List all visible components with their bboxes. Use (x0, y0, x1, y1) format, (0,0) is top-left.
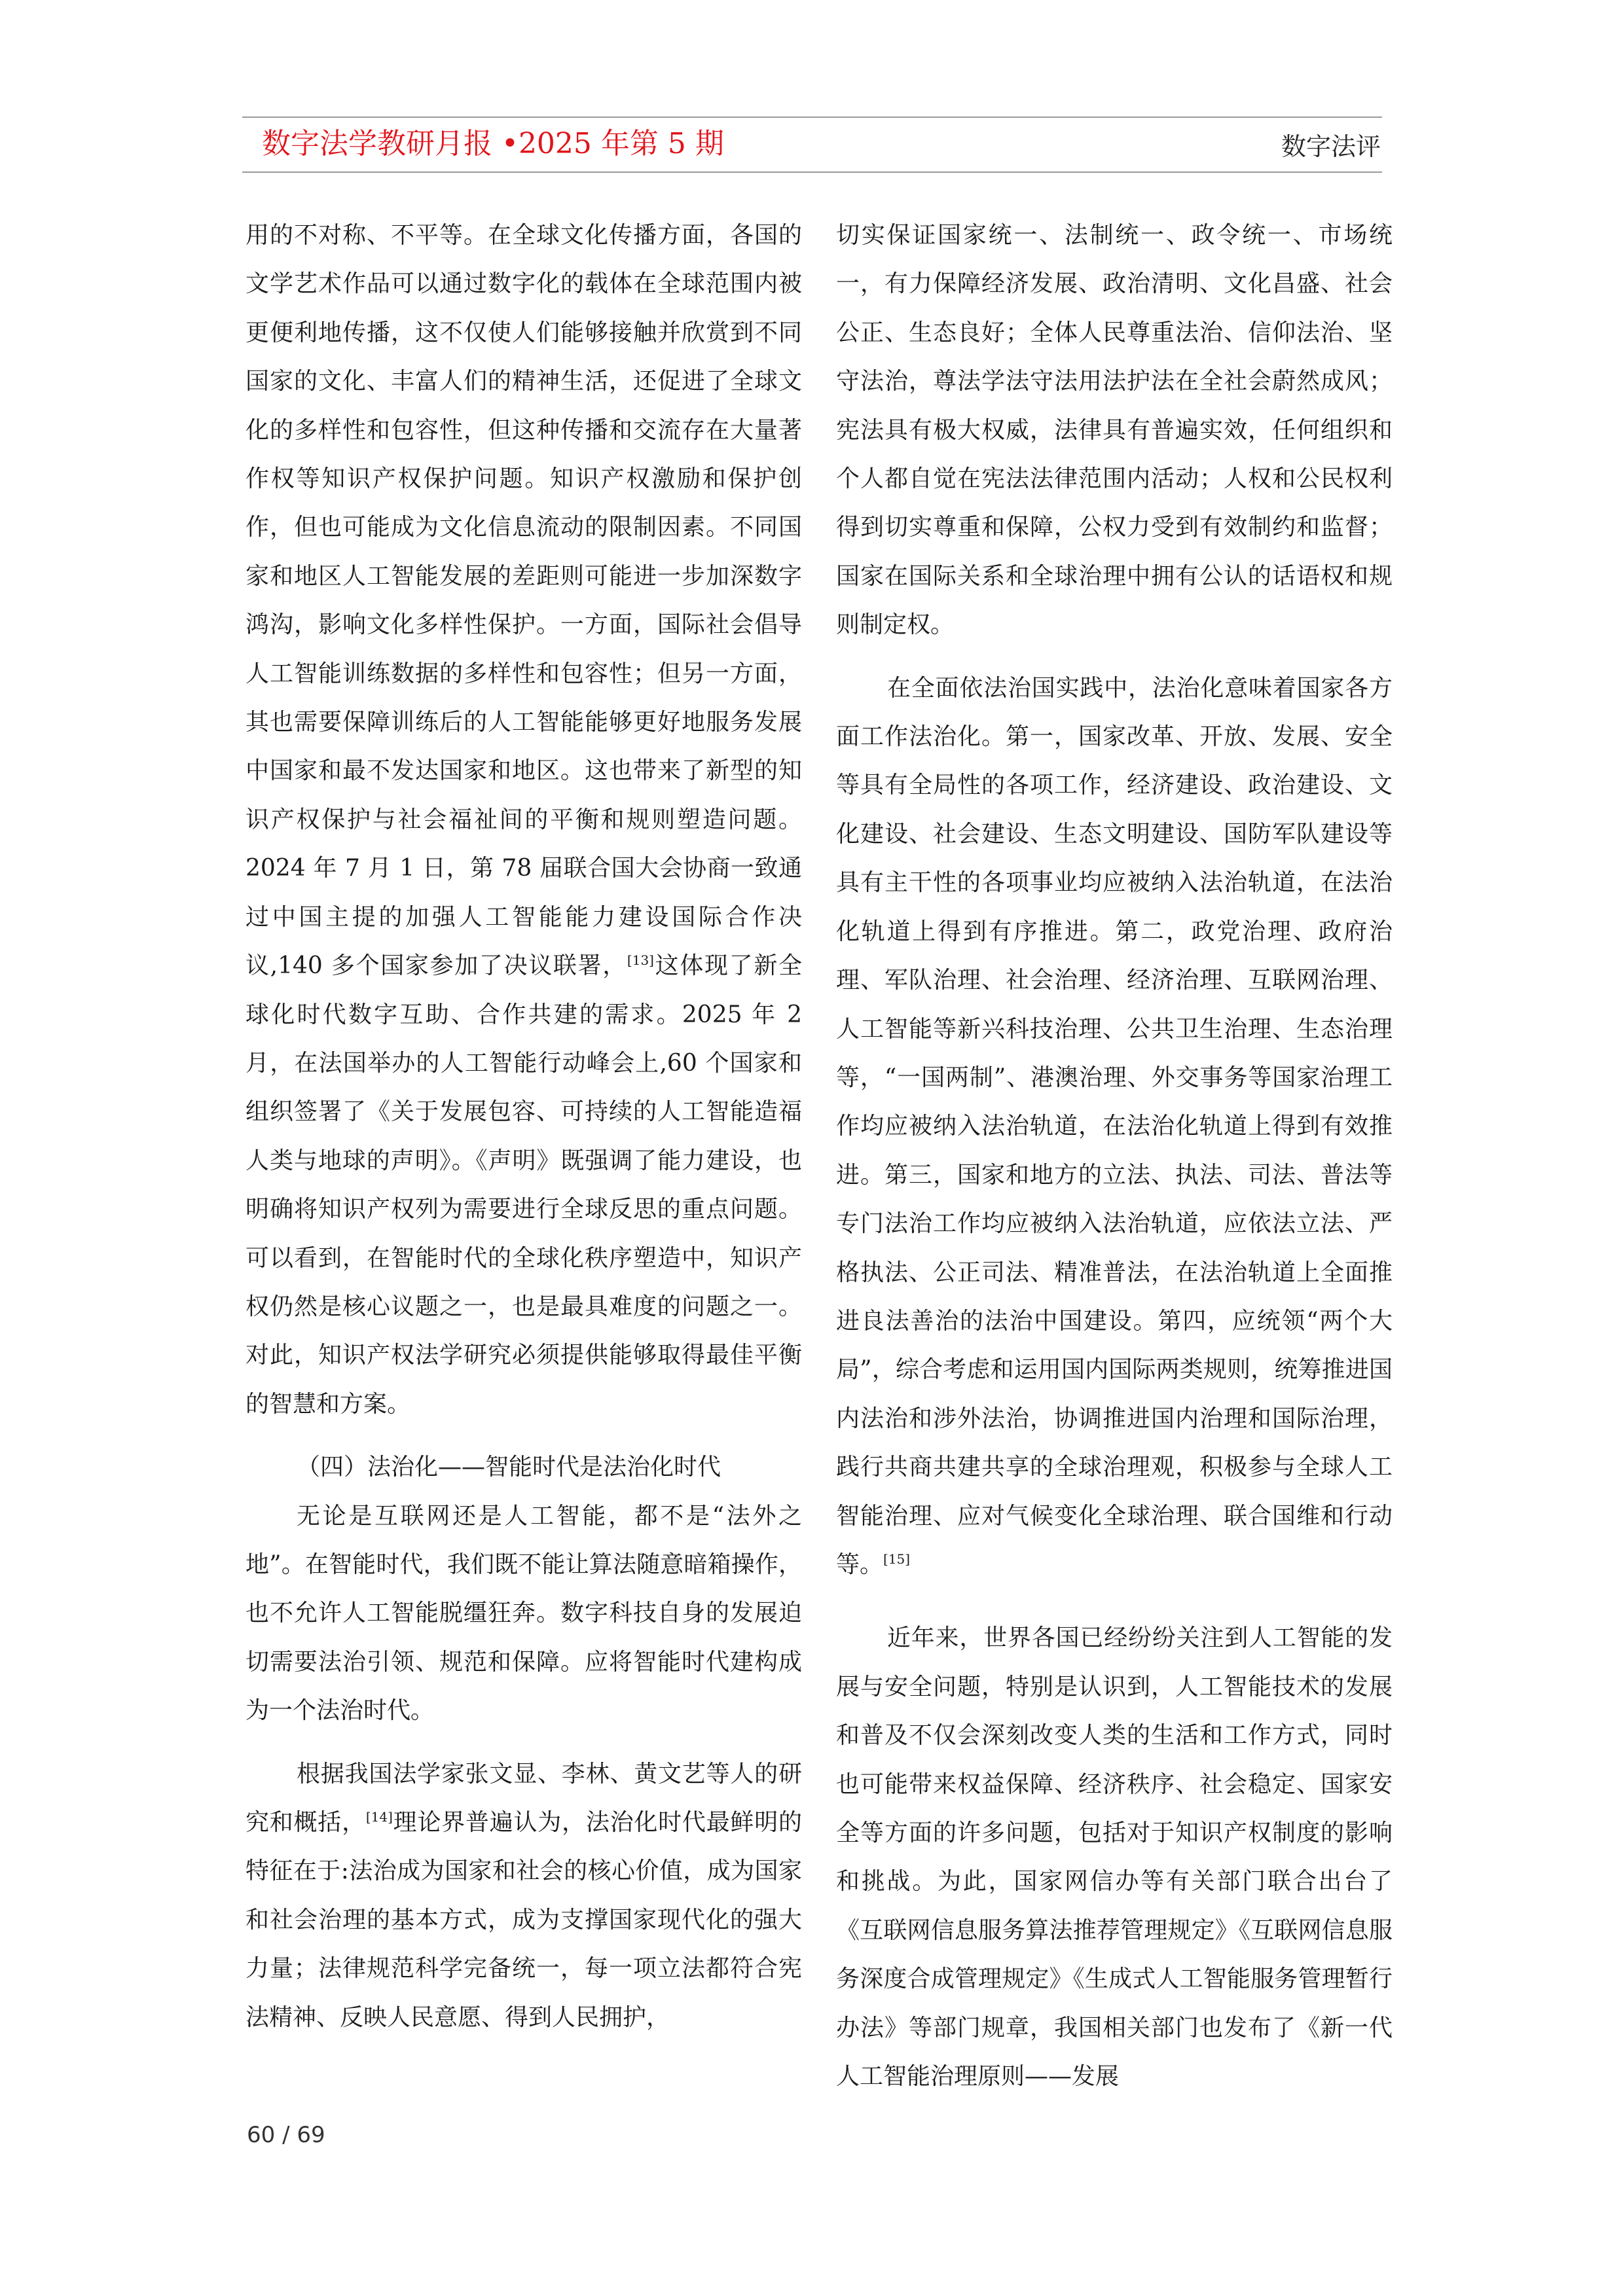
paragraph-3-text-cont: 理论界普遍认为，法治化时代最鲜明的特征在于:法治成为国家和社会的核心价值，成为国家和社会治理的基本方式，成为支撑国家现代化的强大力量；法律规范科学完备统一，每一项立法都符合宪法精神、反映人民意愿、得到人民拥护， (246, 1809, 802, 2031)
journal-title: 数字法学教研月报 •2025 年第 5 期 (262, 127, 724, 160)
paragraph-5-text: 在全面依法治国实践中，法治化意味着国家各方面工作法治化。第一，国家改革、开放、发展、安全等具有全局性的各项工作，经济建设、政治建设、文化建设、社会建设、生态文明建设、国防军队建设等具有主干性的各项事业均应被纳入法治轨道，在法治化轨道上得到有序推进。第二，政党治理、政府治理、军队治理、社会治理、经济治理、互联网治理、人工智能等新兴科技治理、公共卫生治理、生态治理等，“一国两制”、港澳治理、外交事务等国家治理工作均应被纳入法治轨道，在法治化轨道上得到有效推进。第三，国家和地方的立法、执法、司法、普法等专门法治工作均应被纳入法治轨道，应依法立法、严格执法、公正司法、精准普法，在法治轨道上全面推进良法善治的法治中国建设。第四，应统领“两个大局”，综合考虑和运用国内国际两类规则，统筹推进国内法治和涉外法治，协调推进国内治理和国际治理，践行共商共建共享的全球治理观，积极参与全球人工智能治理、应对气候变化全球治理、联合国维和行动等。 (836, 674, 1393, 1578)
paragraph-3 (246, 1750, 802, 2042)
paragraph-1 (246, 211, 802, 1429)
paragraph-6: 近年来，世界各国已经纷纷关注到人工智能的发展与安全问题，特别是认识到，人工智能技术的发展和普及不仅会深刻改变人类的生活和工作方式，同时也可能带来权益保障、经济秩序、社会稳定、国家安全等方面的许多问题，包括对于知识产权制度的影响和挑战。为此，国家网信办等有关部门联合出台了《互联网信息服务算法推荐管理规定》《互联网信息服务深度合成管理规定》《生成式人工智能服务管理暂行办法》等部门规章，我国相关部门也发布了《新一代人工智能治理原则——发展 (836, 1624, 1393, 2090)
section-heading: （四）法治化——智能时代是法治化时代 (297, 1454, 721, 1481)
paragraph-4: 切实保证国家统一、法制统一、政令统一、市场统一，有力保障经济发展、政治清明、文化昌盛、社会公正、生态良好；全体人民尊重法治、信仰法治、坚守法治，尊法学法守法用法护法在全社会蔚然成风；宪法具有极大权威，法律具有普遍实效，任何组织和个人都自觉在宪法法律范围内活动；人权和公民权利得到切实尊重和保障，公权力受到有效制约和监督；国家在国际关系和全球治理中拥有公认的话语权和规则制定权。 (836, 222, 1393, 639)
paragraph-2: 无论是互联网还是人工智能，都不是“法外之地”。在智能时代，我们既不能让算法随意暗箱操作，也不允许人工智能脱缰狂奔。数字科技自身的发展迫切需要法治引领、规范和保障。应将智能时代建构成为一个法治时代。 (246, 1502, 802, 1725)
paragraph-1-text: 用的不对称、不平等。在全球文化传播方面，各国的文学艺术作品可以通过数字化的载体在全球范围内被更便利地传播，这不仅使人们能够接触并欣赏到不同国家的文化、丰富人们的精神生活，还促进了全球文化的多样性和包容性，但这种传播和交流存在大量著作权等知识产权保护问题。知识产权激励和保护创作，但也可能成为文化信息流动的限制因素。不同国家和地区人工智能发展的差距则可能进一步加深数字鸿沟，影响文化多样性保护。一方面，国际社会倡导人工智能训练数据的多样性和包容性；但另一方面，其也需要保障训练后的人工智能能够更好地服务发展中国家和最不发达国家和地区。这也带来了新型的知识产权保护与社会福祉间的平衡和规则塑造问题。2024 年 7 月 1 日，第 78 届联合国大会协商一致通过中国主提的加强人工智能能力建设国际合作决议,140 多个国家参加了决议联署， (246, 222, 802, 980)
left-column (246, 211, 802, 2042)
section-title: 数字法评 (1281, 132, 1381, 161)
footnote-ref-15[interactable]: [15] (883, 1551, 911, 1567)
paragraph-1-text-cont: 这体现了新全球化时代数字互助、合作共建的需求。2025 年 2 月，在法国举办的人工智能行动峰会上,60 个国家和组织签署了《关于发展包容、可持续的人工智能造福人类与地球的声明》。《声明》既强调了能力建设，也明确将知识产权列为需要进行全球反思的重点问题。可以看到，在智能时代的全球化秩序塑造中，知识产权仍然是核心议题之一，也是最具难度的问题之一。对此，知识产权法学研究必须提供能够取得最佳平衡的智慧和方案。 (246, 952, 802, 1418)
page-number: 60 / 69 (247, 2122, 325, 2148)
footnote-ref-14[interactable]: [14] (365, 1809, 393, 1825)
paragraph-5 (836, 664, 1393, 1590)
footnote-ref-13[interactable]: [13] (627, 952, 654, 969)
header-rule-top (242, 117, 1382, 118)
header-rule-bottom (242, 171, 1382, 173)
right-column (836, 211, 1393, 2101)
paragraph-3-text: 根据我国法学家张文显、李林、黄文艺等人的研究和概括， (246, 1760, 802, 1836)
